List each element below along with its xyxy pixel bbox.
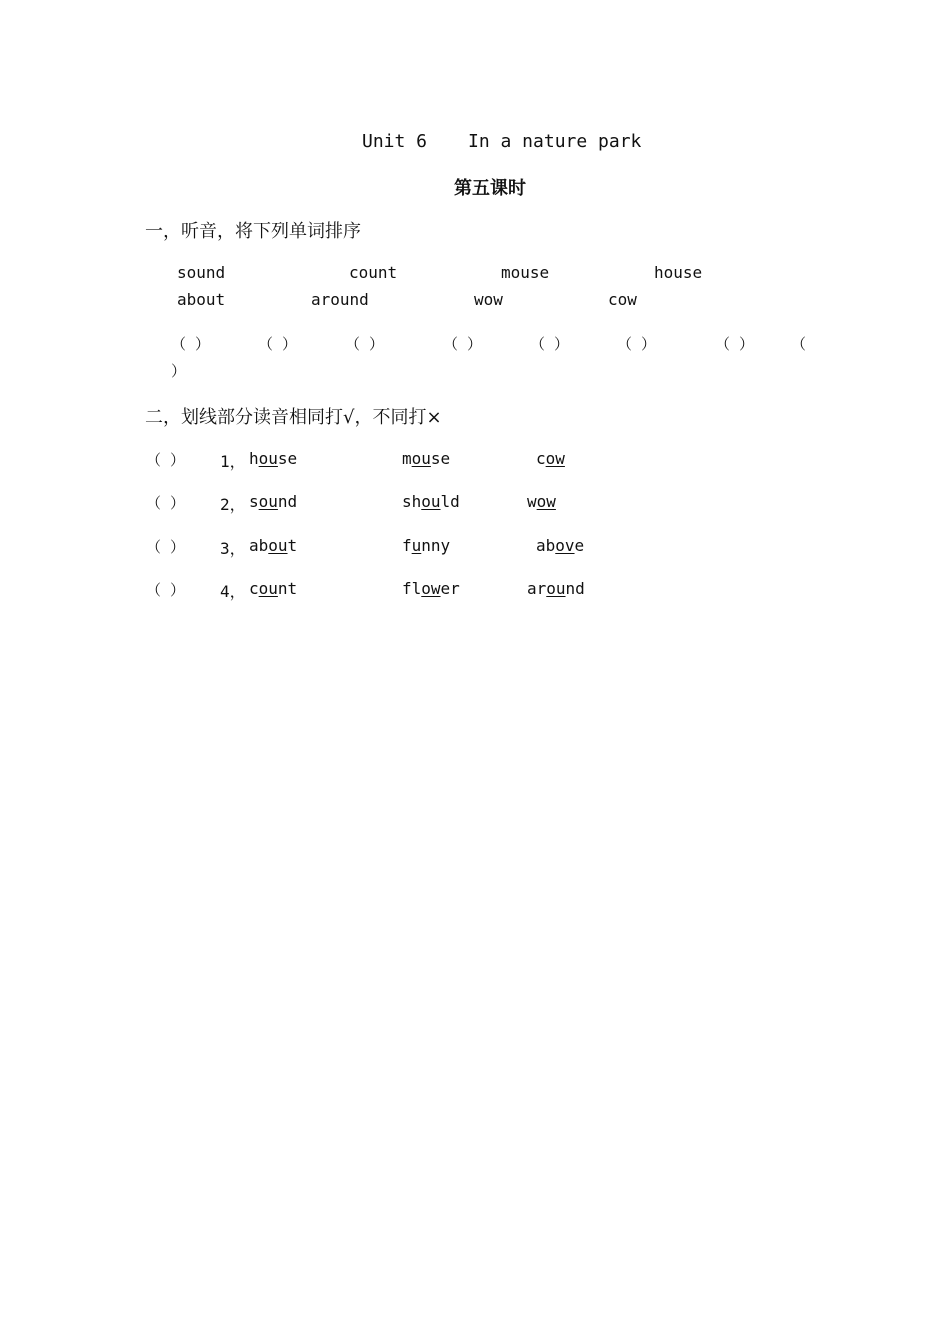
word-cow: cow: [608, 290, 637, 309]
item-number-4: 4，: [220, 582, 246, 601]
answer-blank-3: （ ）: [146, 538, 186, 556]
order-blank-4: （ ）: [443, 335, 483, 353]
item1-word2: mouse: [402, 449, 451, 468]
item3-word3: above: [536, 536, 585, 555]
item4-word2: flower: [402, 579, 460, 598]
title-name: In a nature park: [468, 131, 642, 152]
item4-word3: around: [527, 579, 585, 598]
title-unit: Unit 6: [362, 131, 428, 152]
item2-word1: sound: [249, 492, 298, 511]
item2-word2: should: [402, 492, 460, 511]
order-blank-5: （ ）: [530, 335, 570, 353]
section2-heading: 二，划线部分读音相同打√，不同打×: [145, 407, 442, 428]
item-number-2: 2，: [220, 495, 246, 514]
order-blank-1: （ ）: [171, 335, 211, 353]
word-sound: sound: [177, 263, 226, 282]
item3-word1: about: [249, 536, 298, 555]
word-wow: wow: [474, 290, 503, 309]
section1-heading: 一，听音，将下列单词排序: [145, 221, 361, 242]
order-blank-2: （ ）: [258, 335, 298, 353]
item1-word1: house: [249, 449, 298, 468]
item2-word3: wow: [527, 492, 556, 511]
item-number-1: 1，: [220, 452, 246, 471]
order-blank-6: （ ）: [617, 335, 657, 353]
word-house: house: [654, 263, 703, 282]
lesson-subtitle: 第五课时: [454, 178, 526, 199]
item-number-3: 3，: [220, 539, 246, 558]
order-blank-7: （ ）: [715, 335, 755, 353]
word-count: count: [349, 263, 398, 282]
item3-word2: funny: [402, 536, 451, 555]
order-blank-3: （ ）: [345, 335, 385, 353]
item1-word3: cow: [536, 449, 565, 468]
answer-blank-2: （ ）: [146, 494, 186, 512]
order-blank-8-close: ）: [171, 362, 187, 380]
word-about: about: [177, 290, 226, 309]
order-blank-8-open: （: [791, 335, 807, 353]
answer-blank-1: （ ）: [146, 451, 186, 469]
item4-word1: count: [249, 579, 298, 598]
word-around: around: [311, 290, 369, 309]
word-mouse: mouse: [501, 263, 550, 282]
answer-blank-4: （ ）: [146, 581, 186, 599]
